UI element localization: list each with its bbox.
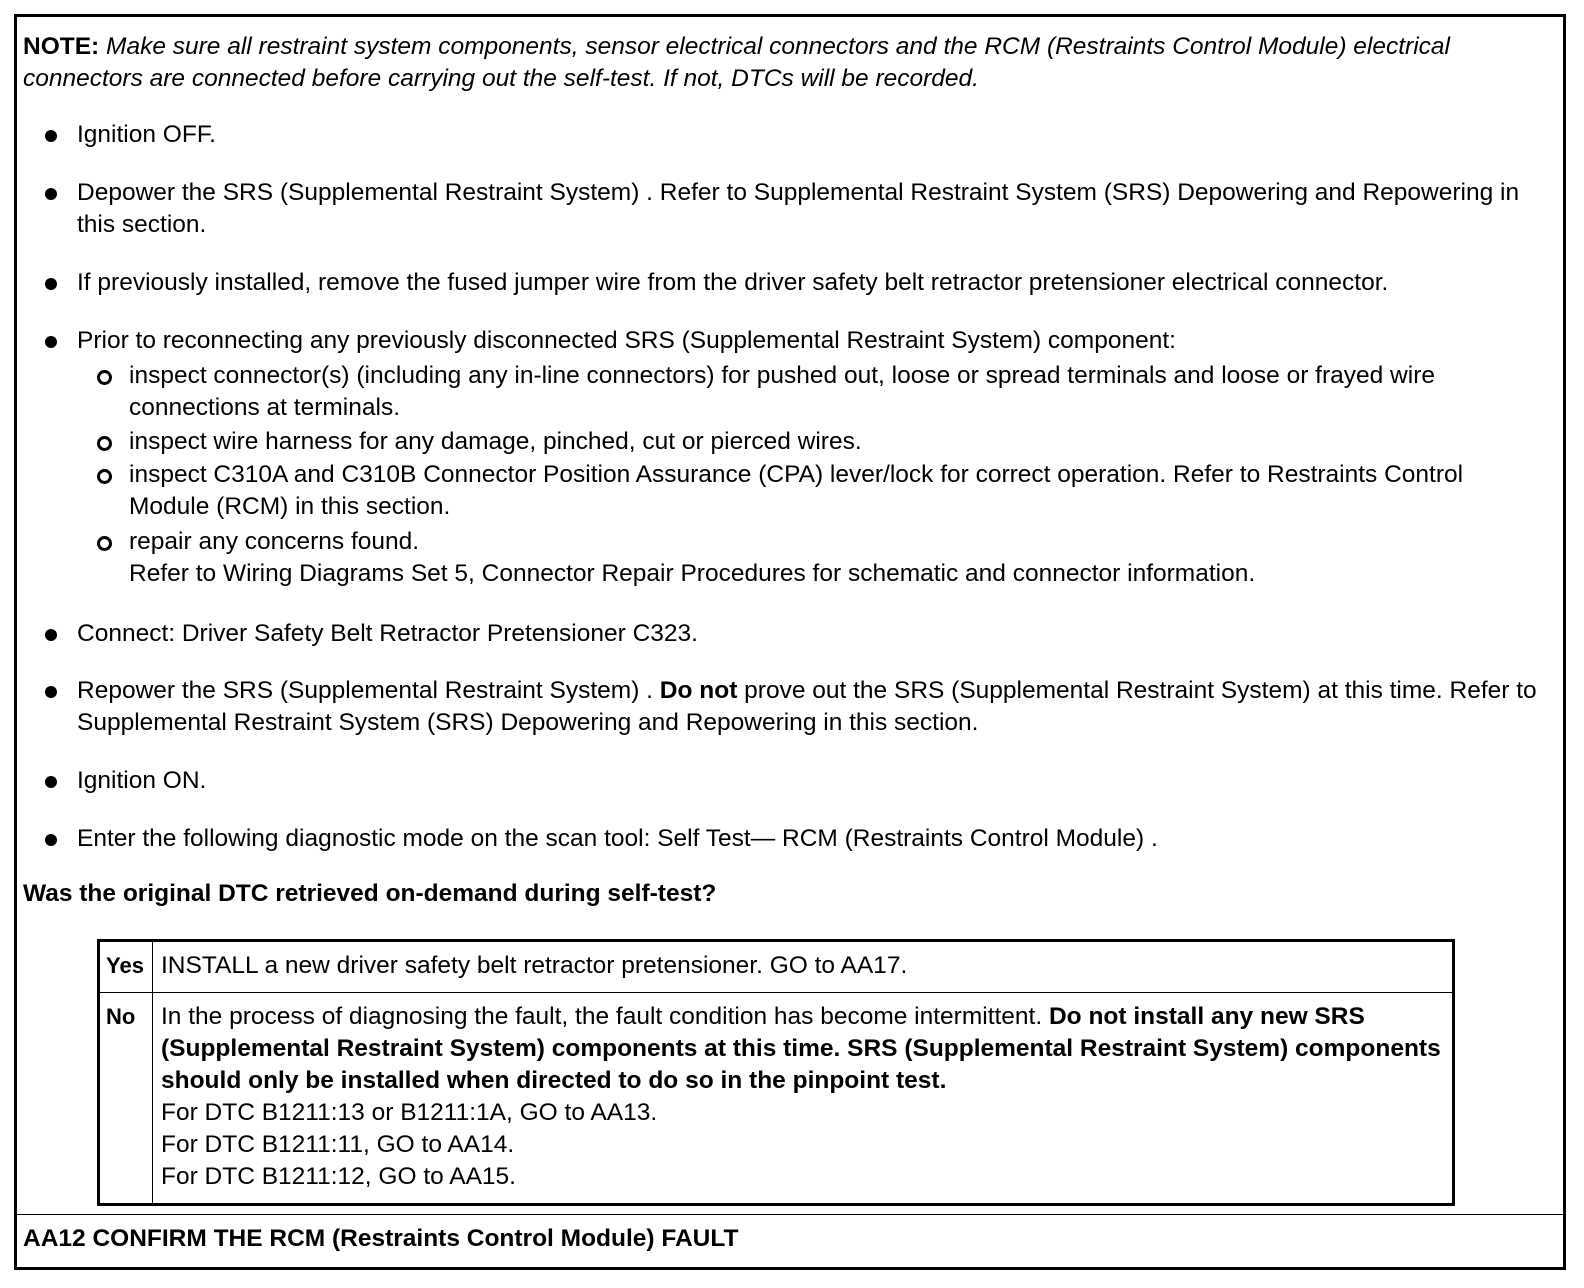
step-text: Ignition ON.	[77, 767, 207, 794]
circle-bullet-icon	[97, 536, 112, 551]
step-text: Enter the following diagnostic mode on the scan tool: Self Test— RCM (Restraints Control Module) .	[77, 825, 1158, 852]
substep-text: inspect C310A and C310B Connector Position Assurance (CPA) lever/lock for correct operation. Refer to Restraints Control Module (RCM) in this section.	[129, 461, 1464, 520]
substep-text: inspect wire harness for any damage, pinched, cut or pierced wires.	[129, 428, 862, 455]
step-warning-bold: Do not	[659, 677, 738, 704]
dtc-route-line: For DTC B1211:13 or B1211:1A, GO to AA13.	[161, 1099, 658, 1126]
substep-text: repair any concerns found.	[129, 528, 420, 555]
substep-reference-text: Refer to Wiring Diagrams Set 5, Connector Repair Procedures for schematic and connector information.	[129, 560, 1256, 587]
answer-cell-no	[153, 993, 1454, 1205]
answer-row-no	[99, 993, 1454, 1205]
answer-label-no: No	[99, 993, 153, 1205]
substep-text: inspect connector(s) (including any in-line connectors) for pushed out, loose or spread terminals and loose or frayed wire connections at terminals.	[129, 362, 1435, 421]
bullet-icon	[45, 336, 57, 348]
note-block	[23, 31, 1543, 95]
step-text: Ignition OFF.	[77, 121, 216, 148]
bullet-icon	[45, 188, 57, 200]
next-step-heading: AA12 CONFIRM THE RCM (Restraints Control Module) FAULT	[23, 1225, 739, 1252]
dtc-route-line: For DTC B1211:11, GO to AA14.	[161, 1131, 515, 1158]
step-text	[77, 675, 1537, 739]
answer-text-yes: INSTALL a new driver safety belt retractor pretensioner. GO to AA17.	[153, 941, 1454, 993]
answer-text-no: In the process of diagnosing the fault, the fault condition has become intermittent.	[161, 1003, 1049, 1030]
answer-label-yes: Yes	[99, 941, 153, 993]
answer-warning-no: Do not install any new SRS (Supplemental Restraint System) components at this time. SRS (Supplemental Restraint System) components should only be installed when directed to do so in the pinpoint test.	[161, 1003, 1441, 1094]
step-text: Prior to reconnecting any previously disconnected SRS (Supplemental Restraint System) component:	[77, 327, 1176, 354]
bullet-icon	[45, 278, 57, 290]
circle-bullet-icon	[97, 370, 112, 385]
step-text: Depower the SRS (Supplemental Restraint System) . Refer to Supplemental Restraint System (SRS) Depowering and Repowering in this section.	[77, 179, 1520, 238]
note-label: NOTE:	[23, 33, 100, 60]
bullet-icon	[45, 686, 57, 698]
step-text-part: prove out the SRS (Supplemental Restraint System) at this time. Refer to Supplemental Restraint System (SRS) Depowering and Repowering in this section.	[77, 677, 1537, 736]
circle-bullet-icon	[97, 436, 112, 451]
step-text: Connect: Driver Safety Belt Retractor Pretensioner C323.	[77, 620, 698, 647]
note-text: Make sure all restraint system components, sensor electrical connectors and the RCM (Restraints Control Module) electrical connectors are connected before carrying out the self-test. If not, DTCs will be recorded.	[23, 33, 1450, 92]
answer-table	[97, 939, 1455, 1206]
dtc-route-line: For DTC B1211:12, GO to AA15.	[161, 1163, 516, 1190]
answer-row-yes	[99, 941, 1454, 993]
bullet-icon	[45, 130, 57, 142]
bullet-icon	[45, 629, 57, 641]
step-text-part: Repower the SRS (Supplemental Restraint System) .	[77, 677, 660, 704]
bullet-icon	[45, 834, 57, 846]
footer-divider	[17, 1214, 1566, 1215]
procedure-frame	[14, 14, 1566, 1270]
bullet-icon	[45, 776, 57, 788]
circle-bullet-icon	[97, 469, 112, 484]
step-text: If previously installed, remove the fused jumper wire from the driver safety belt retractor pretensioner electrical connector.	[77, 269, 1389, 296]
decision-question: Was the original DTC retrieved on-demand during self-test?	[23, 880, 717, 907]
